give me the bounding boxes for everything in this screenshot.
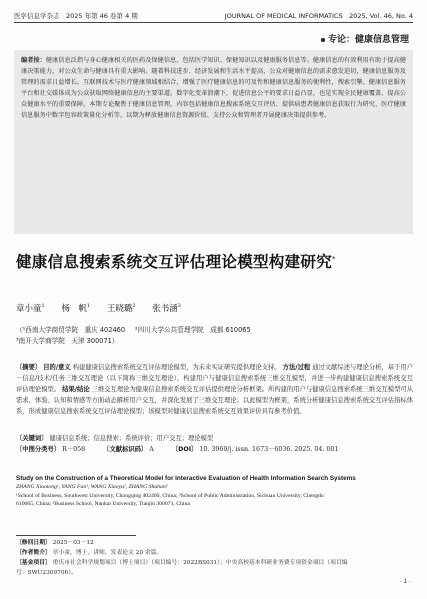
keywords-text: 健康信息系统；信息搜索；系统评价；用户交互；理论模型 [49,435,214,442]
author-name: 王晓璐$^2$ [106,303,136,314]
abstract-result-text: 三维交互理论为健康信息搜索系统交互评估提供理论分析框架。所构建的用户与健康信息搜索系统三维交互模型可从需求、体验、认知和情感等方面动态解析用户交互，并深化发展了三维交互理论；以此模型为框架，系统分析健康信息搜索系统交互评估指标体系，形成健康信息搜索系统交互评估理论模型；该模型对健康信息搜索系统交互效果评价具有参考价值。 [16,386,413,415]
revised-date-value: 2025－03－12 [52,540,94,546]
column-label: 专论：健康信息管理 [327,35,409,45]
running-header [14,10,413,23]
doc-code-value: A [149,446,154,453]
abstract-purpose-label: 目的/意义 [43,364,71,371]
english-affiliation-line-2: 610065, China; ³Business School, Nankai University, Tianjin 300071, China [16,501,190,507]
affiliation-1: （¹西南大学商贸学院 重庆 402460 [16,326,126,334]
abstract-purpose-text: 构建健康信息搜索系统交互评估理论模型，为未来实证研究提供理论支持。 [72,364,281,371]
footnotes [16,538,413,578]
english-abstract-header [16,474,413,509]
abstract [16,362,413,417]
english-affiliation-line-1: ¹School of Business, Southwest University, Chongqing 402460, China; ²School of Public Administration, Sichuan University, Chengdu [16,492,324,499]
author-name: 张书涵$^3$ [152,303,181,314]
doi-value[interactable]: 10. 3969/j. issn. 1673－6036. 2025. 04. 001 [199,446,339,453]
editor-note-text: 健康信息泛指与身心健康相关的医药及保健信息，包括医学知识、保健知识以及健康服务信息等。健康信息的有效利用有助于提高健康决策能力，对公众生命与健康具有重大影响。随着科技进步、经济发展和生活水平提高，公众对健康信息的需求愈发迫切，健康信息服务及管理的需求日益增长。互联网技术与医疗健康领域相结合，增强了医疗健康信息的可及性和健康信息服务的便利性，搜索引擎、健康信息服务平台和社交媒体成为公众获取网络健康信息的主要渠道。数字化变革浪潮下，促进信息公平的要求日益凸显，也是实现全民健康覆盖、提高公众健康水平的重要保障。本期专论聚焦于健康信息管理，内容包括健康信息搜索系统交互评估、提供病患者健康信息获取行为研究、医疗健康信息服务中数字包容政策量化分析等，以期为释放健康信息资源价值、支持公众和管理者开展健康决策提供参考。 [21,57,407,119]
article-metadata [16,433,413,455]
author-bio-label: 〔作者简介〕 [16,550,51,556]
abstract-method-text: 通过文献综述与理论分析，基于用户－信息/技术/任务三维交互理论（以下简称三维交互理论），构建用户与健康信息搜索系统三维交互模型，并进一步构建健康信息搜索系统交互评估理论模型。 [16,364,413,393]
fund-label: 〔基金项目〕 [16,560,51,566]
abstract-method-label: 方法/过程 [282,364,311,371]
bullet-dot-icon [321,38,325,42]
abstract-label: 〔摘要〕 [16,364,42,371]
keywords-label: 〔关键词〕 [16,435,48,442]
doc-code-label: 〔文献标识码〕 [103,446,148,453]
author-name: 章小童$^1$ [16,303,45,314]
column-banner [318,32,409,45]
article-title [16,248,411,273]
fund-text-line-1: 重庆市社会科学规划项目（博士项目）（项目编号：2022BS031）；中央高校基本科研业务费专项资金项目（项目编 [52,560,348,566]
title-footnote-mark: * [332,255,336,263]
article-title-text: 健康信息搜索系统交互评估理论模型构建研究 [16,253,333,272]
footnote-divider [16,535,136,536]
page-number: · 1 · [399,578,411,585]
clc-label: 〔中图分类号〕 [16,446,61,453]
clc-value: R－058 [62,446,86,453]
running-header-journal-en: JOURNAL OF MEDICAL INFORMATICS 2025, Vol. 46, No. 4 [224,12,413,20]
doi-label: 〔DOI〕 [171,446,198,453]
english-authors: ZHANG Xiaotong¹, YANG Fan¹, WANG Xiaoyu², ZHANG Shuhan³ [16,484,168,490]
affiliation-2: ²四川大学公共管理学院 成都 610065 [135,326,251,334]
affiliation-3: ³南开大学商学院 天津 300071） [16,337,119,345]
author-list [16,300,195,315]
editor-note-box [14,50,413,234]
editor-note-label: 编者按： [21,57,46,64]
fund-text-line-2: 号：SWU2309706）。 [16,570,77,576]
author-name: 杨 帆$^1$ [61,303,91,314]
affiliation-list [16,325,251,347]
english-title: Study on the Construction of a Theoretical Model for Interactive Evaluation of Health Information Search Systems [16,475,356,482]
revised-date-label: 〔修回日期〕 [16,540,51,546]
abstract-result-label: 结果/结论 [62,386,90,393]
running-header-journal-cn: 医学信息学杂志 2025 年第 46 卷第 4 期 [14,12,138,20]
author-bio-text: 章小童，博士，讲师，发表论文 20 余篇。 [52,550,163,556]
